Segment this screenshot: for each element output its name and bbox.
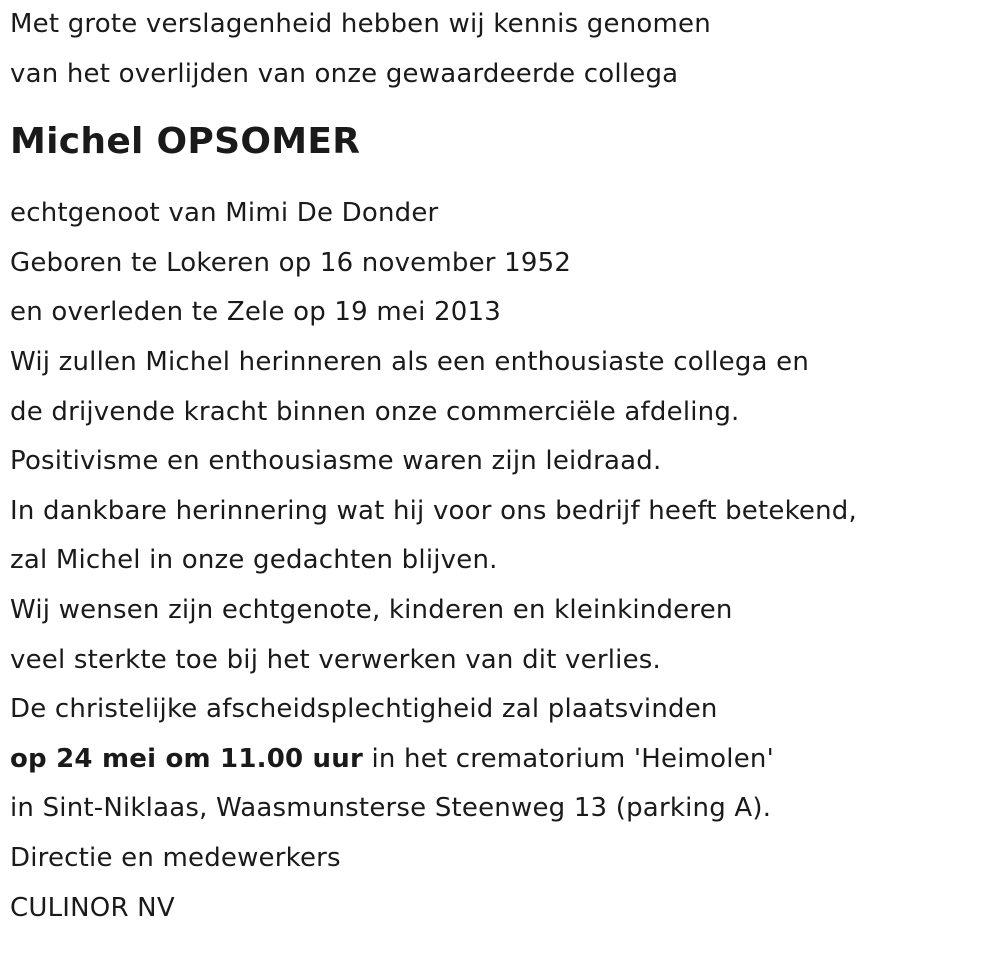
spouse-line: echtgenoot van Mimi De Donder xyxy=(10,198,439,229)
ceremony-location: in het crematorium 'Heimolen' xyxy=(363,743,774,774)
intro-text xyxy=(10,0,990,99)
obituary-notice xyxy=(10,0,990,933)
tribute-line-4: In dankbare herinnering wat hij voor ons bedrijf heeft betekend, xyxy=(10,495,857,526)
signature-company: CULINOR NV xyxy=(10,892,175,923)
notice-body xyxy=(10,189,990,933)
signature-line-1: Directie en medewerkers xyxy=(10,842,341,873)
tribute-line-5: zal Michel in onze gedachten blijven. xyxy=(10,545,498,576)
tribute-line-2: de drijvende kracht binnen onze commerciële afdeling. xyxy=(10,396,740,427)
tribute-line-3: Positivisme en enthousiasme waren zijn leidraad. xyxy=(10,446,662,477)
tribute-line-1: Wij zullen Michel herinneren als een enthousiaste collega en xyxy=(10,346,810,377)
death-line: en overleden te Zele op 19 mei 2013 xyxy=(10,297,501,328)
condolence-line-2: veel sterkte toe bij het verwerken van dit verlies. xyxy=(10,644,661,675)
address-line: in Sint-Niklaas, Waasmunsterse Steenweg 13 (parking A). xyxy=(10,793,772,824)
deceased-name: Michel OPSOMER xyxy=(10,121,361,163)
birth-line: Geboren te Lokeren op 16 november 1952 xyxy=(10,247,572,278)
ceremony-time: op 24 mei om 11.00 uur xyxy=(10,743,363,774)
ceremony-intro-line: De christelijke afscheidsplechtigheid zal plaatsvinden xyxy=(10,694,718,725)
intro-line-1: Met grote verslagenheid hebben wij kennis genomen xyxy=(10,9,711,39)
condolence-line-1: Wij wensen zijn echtgenote, kinderen en kleinkinderen xyxy=(10,594,733,625)
intro-line-2: van het overlijden van onze gewaardeerde collega xyxy=(10,58,679,89)
ceremony-line xyxy=(10,735,990,785)
